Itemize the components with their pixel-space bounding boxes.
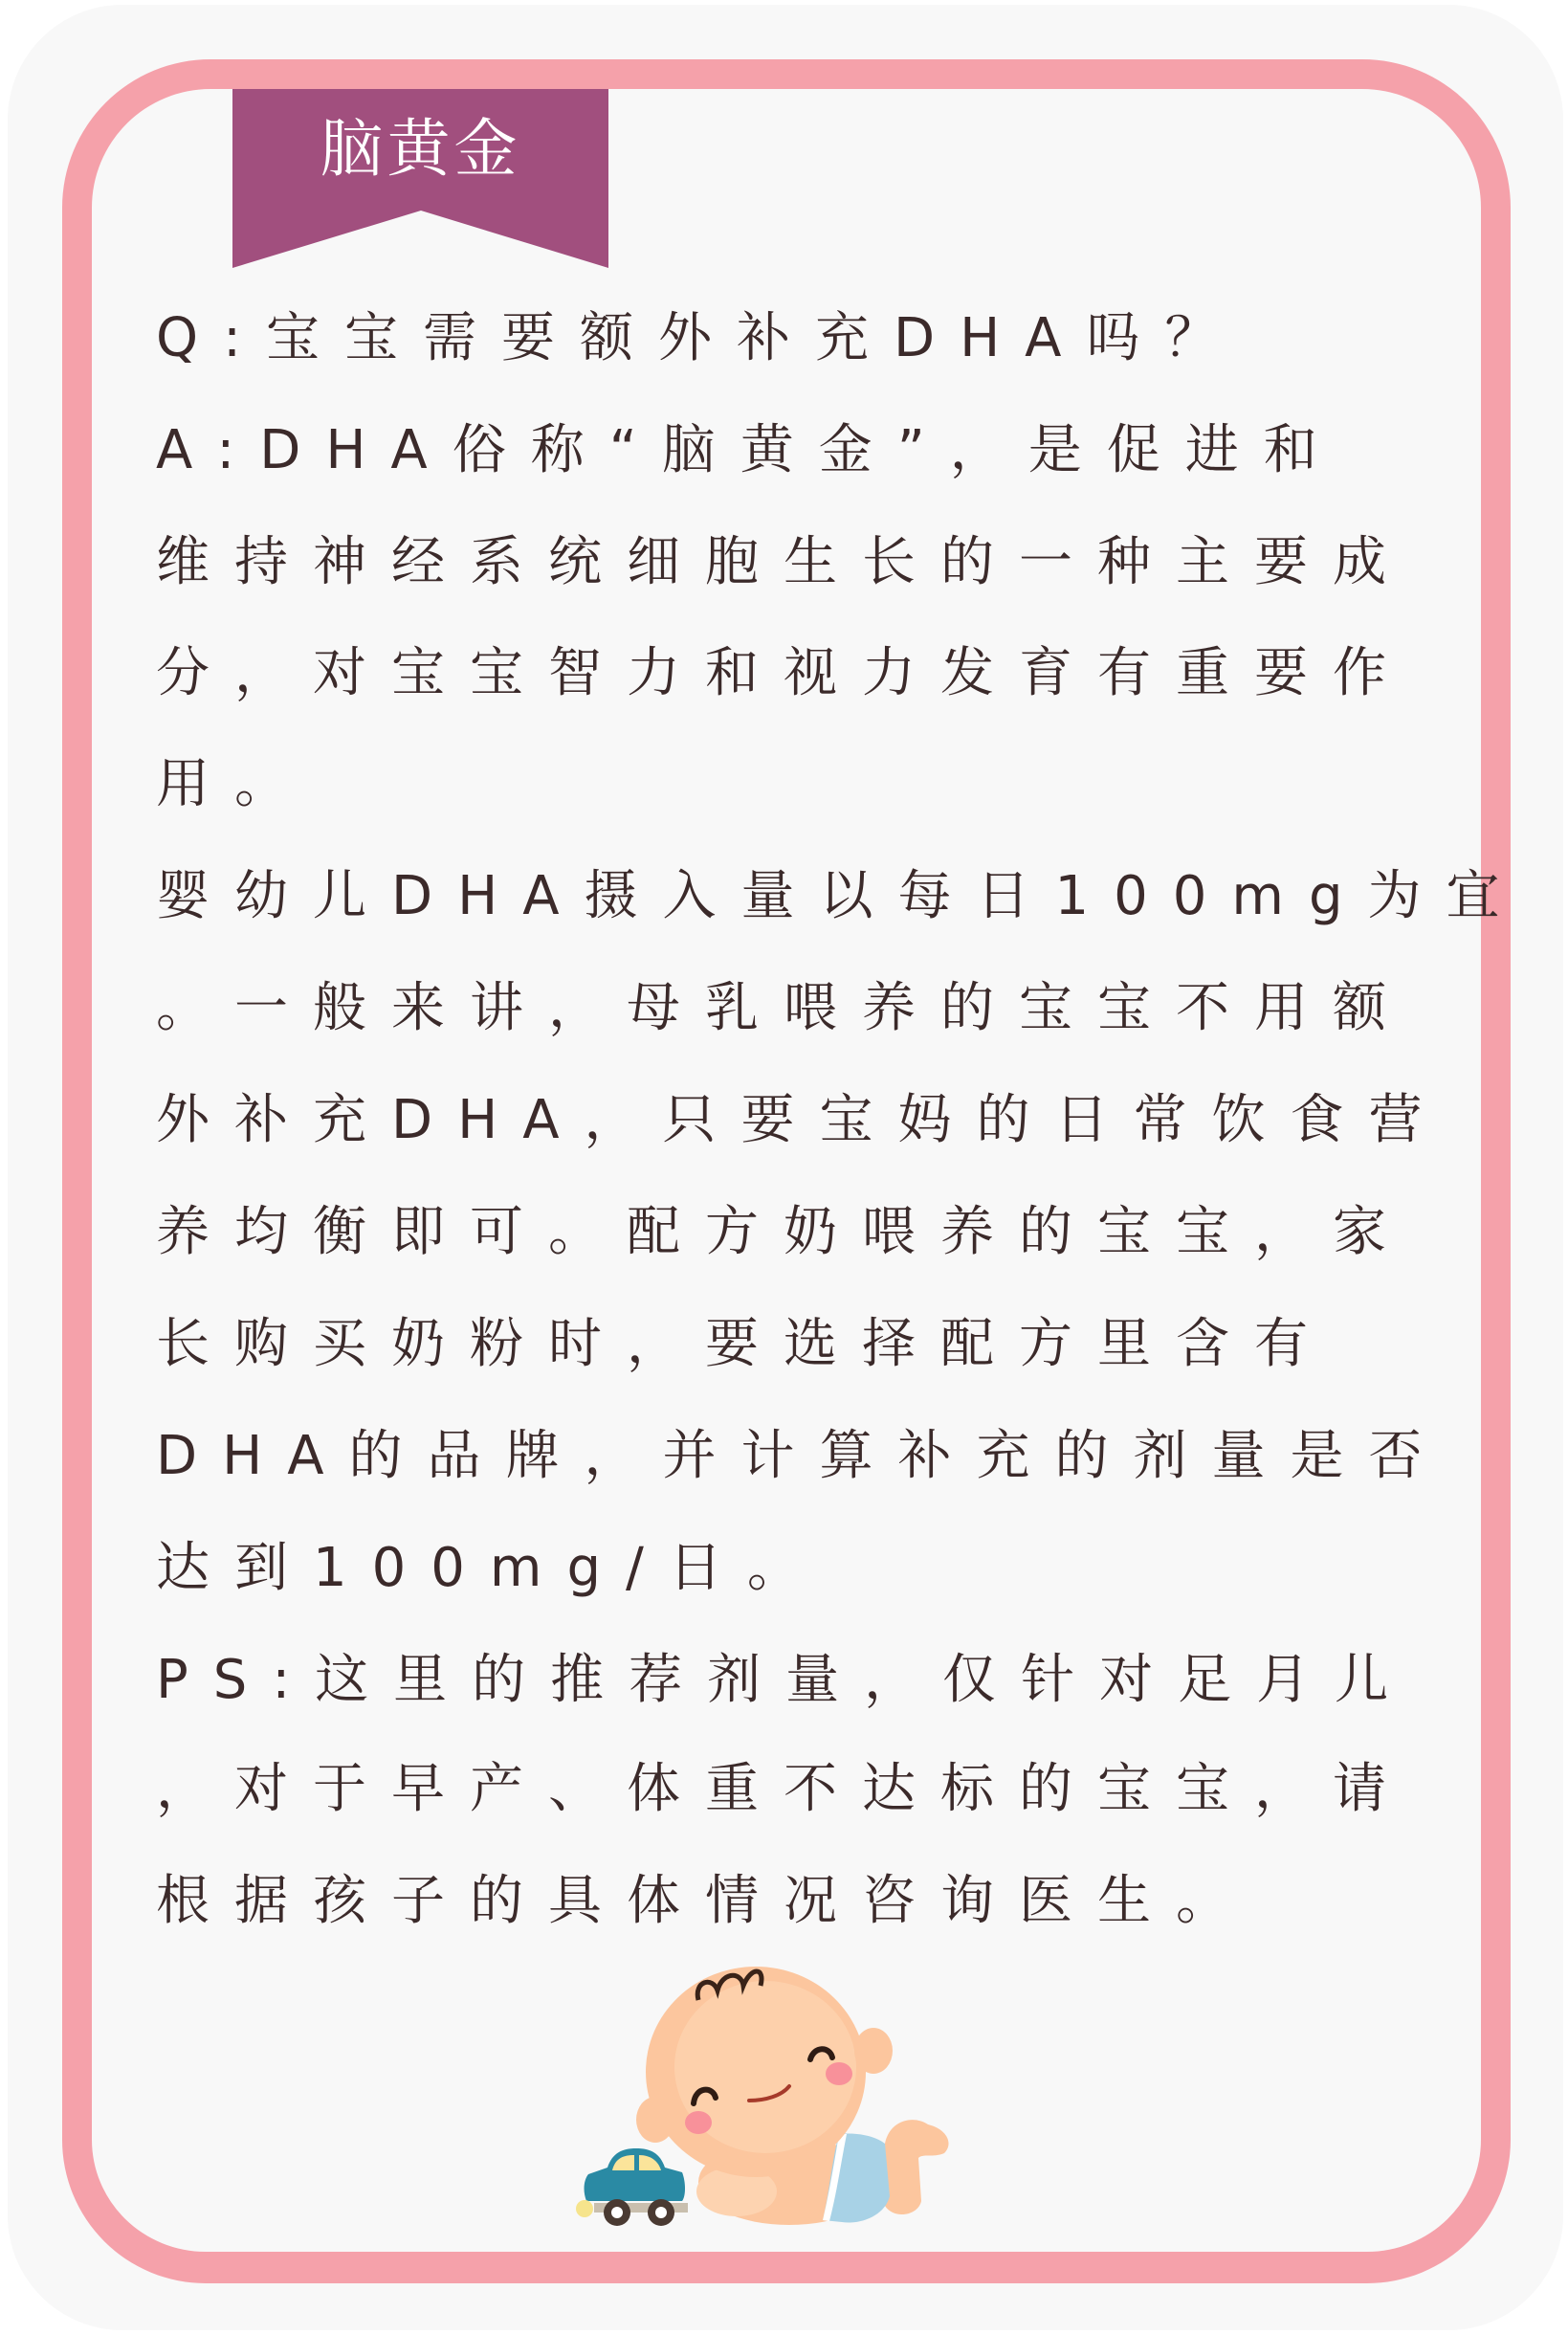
- text-line: 养均衡即可。配方奶喂养的宝宝，家: [156, 1201, 1411, 1263]
- text-line: 用。: [156, 753, 313, 815]
- text-line: DHA的品牌，并计算补充的剂量是否: [156, 1425, 1447, 1487]
- text-line: 外补充DHA，只要宝妈的日常饮食营: [156, 1089, 1447, 1151]
- baby-illustration: [569, 1952, 971, 2239]
- text-line: 维持神经系统细胞生长的一种主要成: [156, 531, 1411, 593]
- text-line: 达到100mg/日。: [156, 1537, 826, 1599]
- text-line: 。一般来讲，母乳喂养的宝宝不用额: [156, 977, 1411, 1039]
- ps-line: PS:这里的推荐剂量，仅针对足月儿: [156, 1649, 1414, 1711]
- text-line: 根据孩子的具体情况咨询医生。: [156, 1870, 1254, 1932]
- baby-with-car-icon: [569, 1952, 971, 2239]
- title-banner: [232, 89, 608, 268]
- banner-title: 脑黄金: [320, 112, 521, 186]
- text-line: 分，对宝宝智力和视力发育有重要作: [156, 642, 1411, 704]
- pink-rounded-frame: [62, 59, 1511, 2283]
- text-line: ，对于早产、体重不达标的宝宝，请: [156, 1758, 1411, 1820]
- question-line: Q:宝宝需要额外补充DHA吗？: [156, 307, 1244, 369]
- text-line: 婴幼儿DHA摄入量以每日100mg为宜: [156, 865, 1525, 927]
- answer-line: A:DHA俗称“脑黄金”，是促进和: [156, 419, 1342, 481]
- text-line: 长购买奶粉时，要选择配方里含有: [156, 1313, 1333, 1375]
